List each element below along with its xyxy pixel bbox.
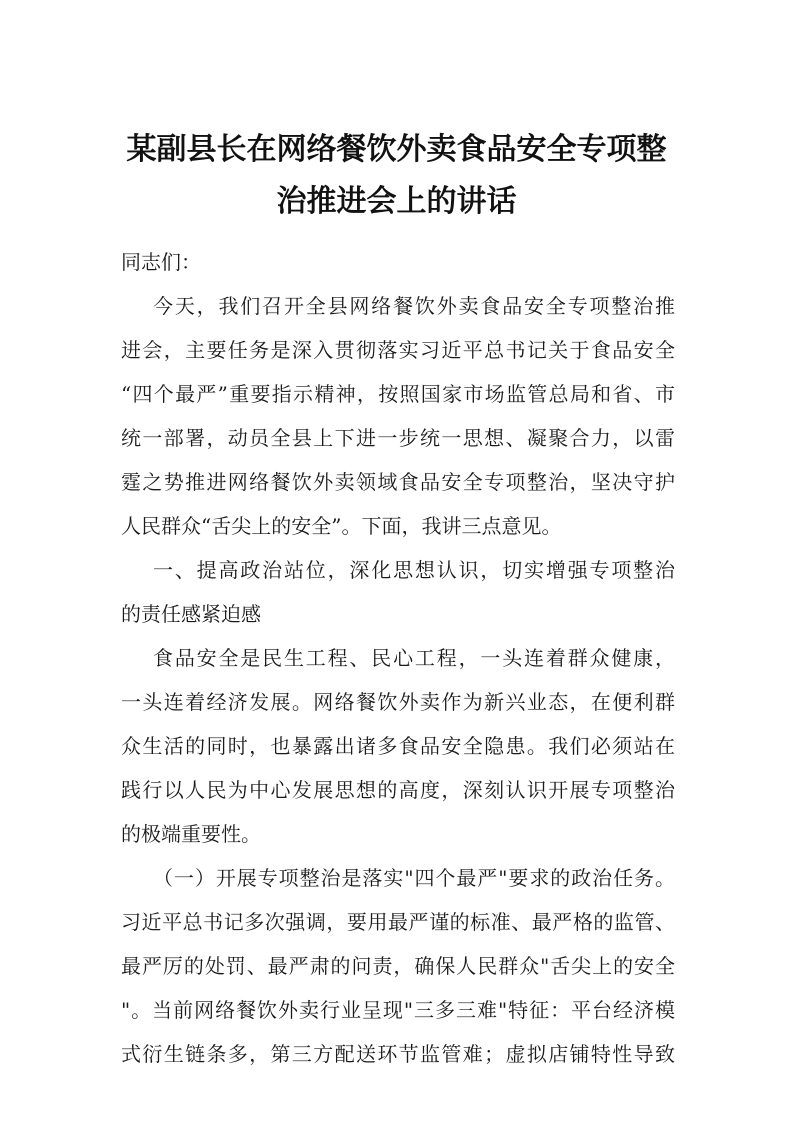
body-line: 众生活的同时，也暴露出诸多食品安全隐患。我们必须站在 (121, 734, 675, 758)
body-line: 践行以人民为中心发展思想的高度，深刻认识开展专项整治 (121, 778, 675, 802)
body-line: 习近平总书记多次强调，要用最严谨的标准、最严格的监管、 (121, 910, 675, 934)
body-line: 式衍生链条多，第三方配送环节监管难；虚拟店铺特性导致 (121, 1042, 675, 1066)
body-line: 一头连着经济发展。网络餐饮外卖作为新兴业态，在便利群 (121, 690, 675, 714)
body-line: “四个最严”重要指示精神，按照国家市场监管总局和省、市 (121, 382, 675, 406)
section-heading: 一、提高政治站位，深化思想认识，切实增强专项整治 (153, 558, 675, 582)
body-line: 霆之势推进网络餐饮外卖领域食品安全专项整治，坚决守护 (121, 470, 675, 494)
body-line: 今天，我们召开全县网络餐饮外卖食品安全专项整治推 (153, 294, 675, 318)
body-line: 人民群众“舌尖上的安全”。下面，我讲三点意见。 (121, 514, 562, 538)
body-line: 最严厉的处罚、最严肃的问责，确保人民群众"舌尖上的安全 (121, 954, 675, 978)
section-heading: 的责任感紧迫感 (121, 602, 261, 626)
body-line: 食品安全是民生工程、民心工程，一头连着群众健康， (153, 646, 675, 670)
body-line: "。当前网络餐饮外卖行业呈现"三多三难"特征：平台经济模 (121, 998, 675, 1022)
body-line: 的极端重要性。 (121, 822, 261, 846)
subsection-heading: （一）开展专项整治是落实"四个最严"要求的政治任务。 (153, 866, 675, 890)
salutation: 同志们： (121, 250, 201, 274)
body-line: 统一部署，动员全县上下进一步统一思想、凝聚合力，以雷 (121, 426, 675, 450)
document-title-line-1: 某副县长在网络餐饮外卖食品安全专项整 (126, 132, 667, 167)
document-title-line-2: 治推进会上的讲话 (276, 184, 517, 219)
body-line: 进会，主要任务是深入贯彻落实习近平总书记关于食品安全 (121, 338, 675, 362)
